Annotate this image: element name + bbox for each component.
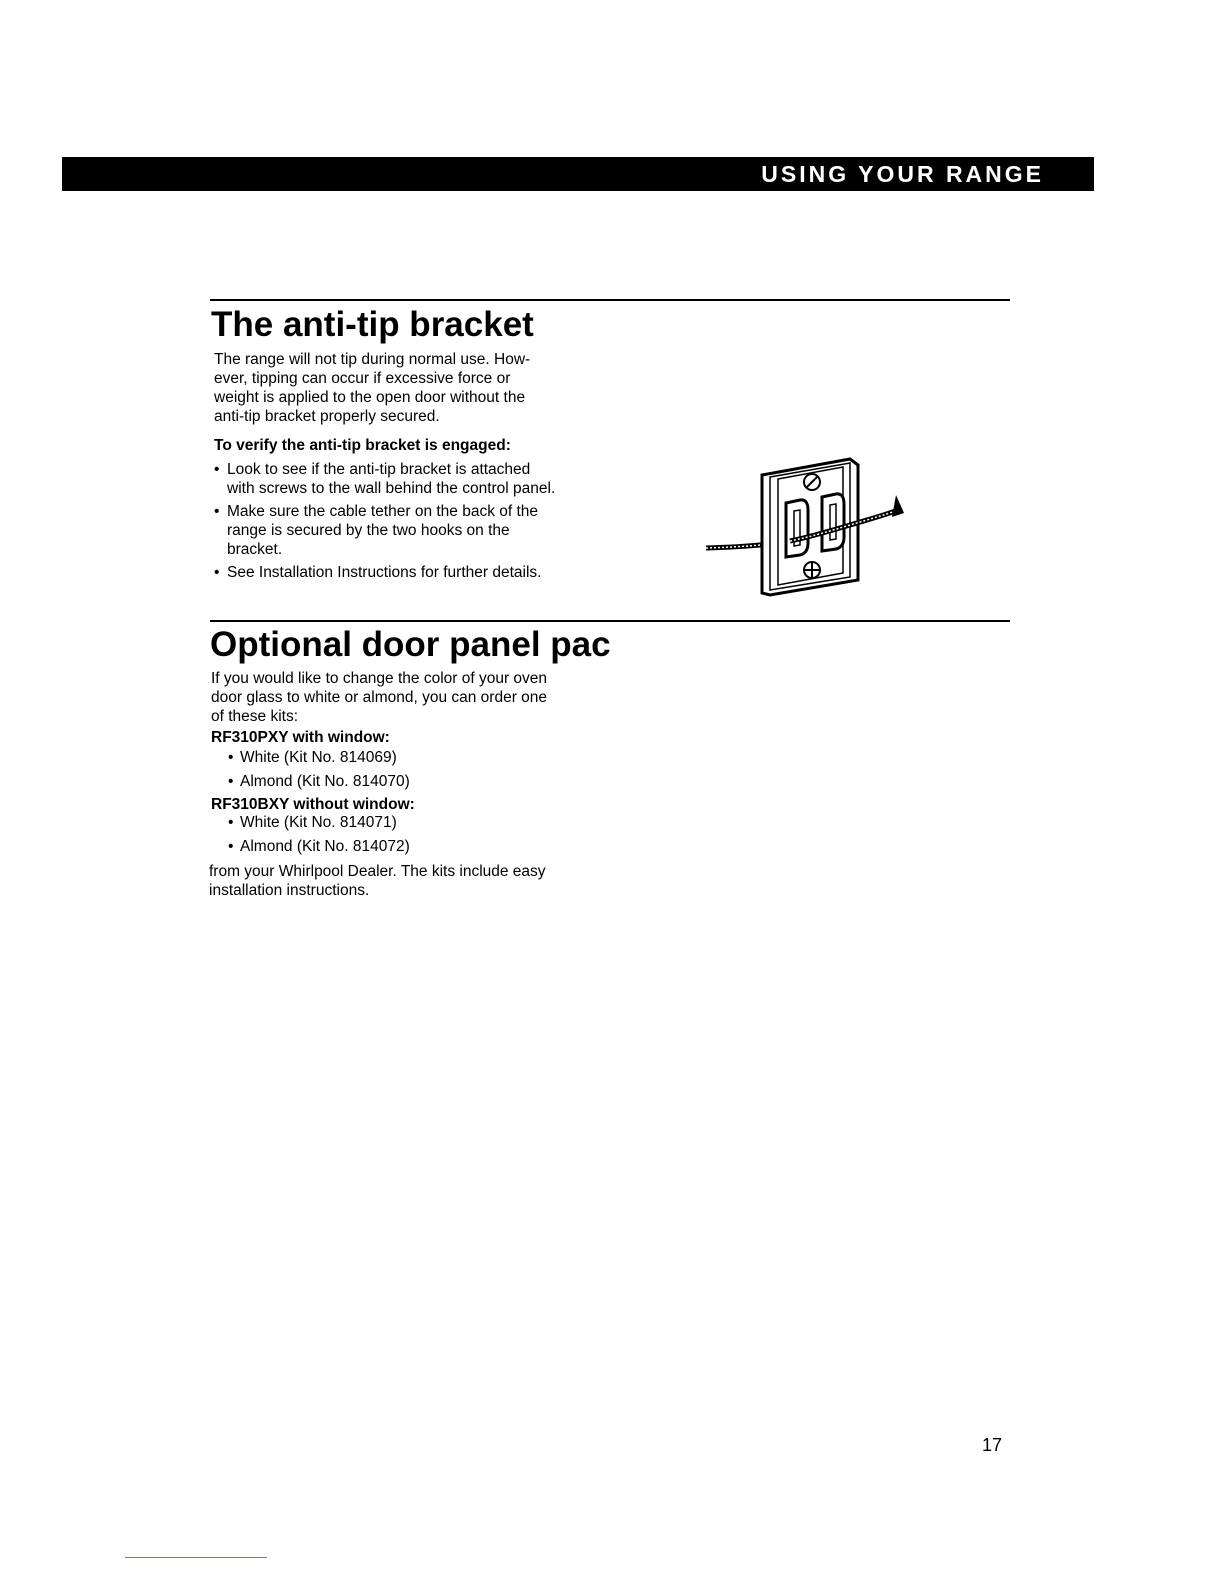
bullet-icon: • (214, 564, 220, 581)
anti-tip-intro-line: anti-tip bracket properly secured. (214, 408, 440, 425)
list-item (228, 813, 528, 832)
kit-item: White (Kit No. 814069) (240, 749, 397, 766)
anti-tip-intro (214, 350, 530, 426)
anti-tip-intro-line: ever, tipping can occur if excessive force or (214, 370, 511, 387)
bullet-line: See Installation Instructions for further details. (227, 564, 542, 581)
page-number: 17 (982, 1435, 1003, 1455)
bullet-icon: • (214, 503, 220, 520)
anti-tip-intro-line: The range will not tip during normal use. How- (214, 351, 531, 368)
bullet-icon: • (228, 749, 234, 766)
door-panel-closing (209, 862, 546, 900)
door-panel-title: Optional door panel pac (210, 625, 611, 664)
model-without-window-heading: RF310BXY without window: (211, 796, 415, 813)
model-with-window-list (228, 748, 528, 791)
kit-item: Almond (Kit No. 814072) (240, 838, 410, 855)
anti-tip-title: The anti-tip bracket (211, 305, 534, 344)
header-bar (62, 157, 1094, 191)
bullet-line: Make sure the cable tether on the back of the (227, 503, 539, 520)
door-panel-intro-line: of these kits: (211, 708, 299, 725)
list-item (214, 563, 634, 582)
section-rule-anti-tip (210, 299, 1010, 301)
section-rule-door-panel (210, 620, 1010, 622)
anti-tip-intro-line: weight is applied to the open door without the (214, 389, 526, 406)
bullet-icon: • (228, 814, 234, 831)
bullet-icon: • (228, 838, 234, 855)
bullet-line: range is secured by the two hooks on the (227, 522, 510, 539)
kit-item: Almond (Kit No. 814070) (240, 773, 410, 790)
list-item (228, 772, 528, 791)
door-panel-intro-line: door glass to white or almond, you can order one (211, 689, 548, 706)
list-item (228, 837, 528, 856)
bullet-line: bracket. (227, 541, 283, 558)
kit-item: White (Kit No. 814071) (240, 814, 397, 831)
footer-rule (125, 1557, 267, 1558)
list-item (228, 748, 528, 767)
list-item (214, 502, 634, 559)
bullet-line: with screws to the wall behind the control panel. (227, 480, 556, 497)
model-without-window-list (228, 813, 528, 856)
verify-heading: To verify the anti-tip bracket is engaged: (214, 437, 511, 454)
door-panel-closing-line: from your Whirlpool Dealer. The kits include easy (209, 863, 546, 880)
list-item (214, 460, 634, 498)
door-panel-intro-line: If you would like to change the color of your oven (211, 670, 548, 687)
model-with-window-heading: RF310PXY with window: (211, 729, 390, 746)
bullet-icon: • (228, 773, 234, 790)
bullet-icon: • (214, 461, 220, 478)
anti-tip-bracket-illustration (700, 455, 910, 600)
door-panel-closing-line: installation instructions. (209, 882, 370, 899)
verify-bullet-list (214, 460, 634, 582)
bullet-line: Look to see if the anti-tip bracket is attached (227, 461, 531, 478)
header-title: USING YOUR RANGE (761, 161, 1044, 187)
door-panel-intro (211, 669, 547, 726)
